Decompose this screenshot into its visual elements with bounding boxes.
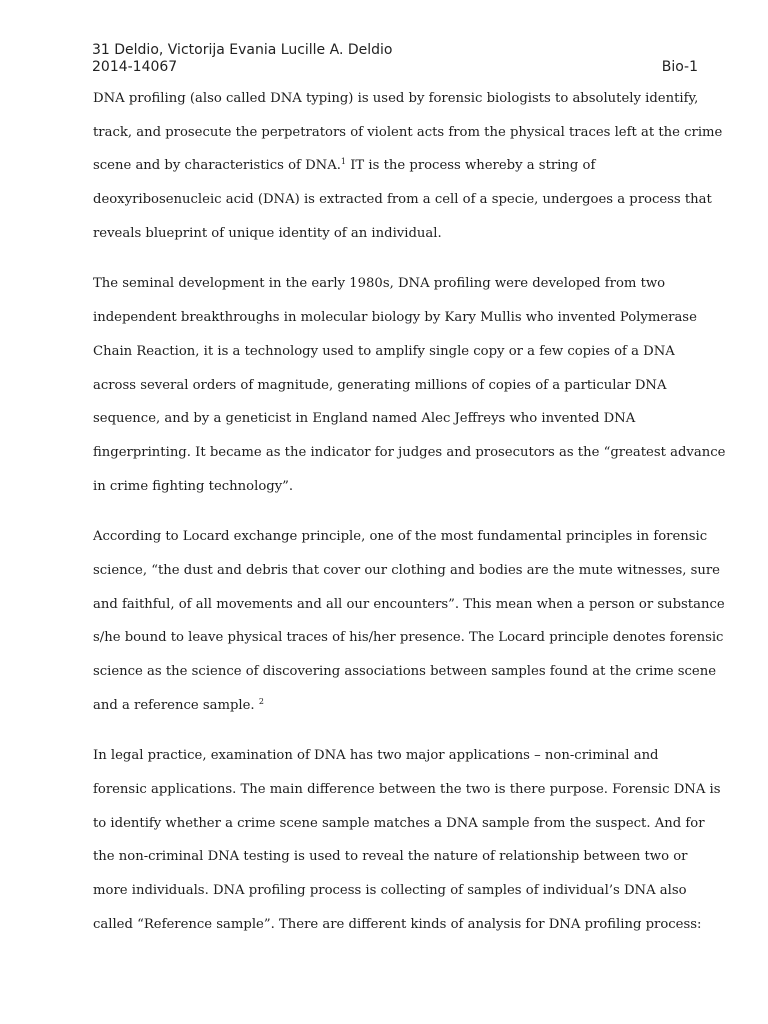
text-line: in crime fighting technology”. xyxy=(93,478,294,494)
text-line: sequence, and by a geneticist in England named Alec Jeffreys who invented DNA xyxy=(93,411,636,427)
paragraph-2 xyxy=(93,267,726,503)
text-line: s/he bound to leave physical traces of his/her presence. The Locard principle denotes forensic xyxy=(93,630,724,646)
text-line: and faithful, of all movements and all our encounters”. This mean when a person or substance xyxy=(93,596,725,612)
text-line-with-footnote xyxy=(93,689,673,723)
footnote-ref-2: 2 xyxy=(258,696,264,706)
text-line: forensic applications. The main difference between the two is there purpose. Forensic DNA is xyxy=(93,782,721,798)
paragraph-1 xyxy=(93,82,723,250)
text-line: independent breakthroughs in molecular biology by Kary Mullis who invented Polymerase xyxy=(93,310,697,326)
text-line: called “Reference sample”. There are different kinds of analysis for DNA profiling process: xyxy=(93,916,702,932)
text-line: to identify whether a crime scene sample matches a DNA sample from the suspect. And for xyxy=(93,815,705,831)
text-line: track, and prosecute the perpetrators of violent acts from the physical traces left at the crime xyxy=(93,124,723,140)
text-fragment: and a reference sample. xyxy=(93,697,259,713)
page-header xyxy=(92,42,698,76)
text-line: The seminal development in the early 1980s, DNA profiling were developed from two xyxy=(93,276,666,292)
header-row-1 xyxy=(92,42,698,59)
header-row-2 xyxy=(92,59,698,76)
author-line: 31 Deldio, Victorija Evania Lucille A. Deldio xyxy=(92,42,393,58)
text-line: across several orders of magnitude, generating millions of copies of a particular DNA xyxy=(93,377,667,393)
footnote-ref-1: 1 xyxy=(340,157,347,167)
text-line: more individuals. DNA profiling process is collecting of samples of individual’s DNA also xyxy=(93,883,687,899)
text-line: reveals blueprint of unique identity of an individual. xyxy=(93,225,442,241)
text-line: science as the science of discovering associations between samples found at the crime scene xyxy=(93,664,717,679)
text-line: science, “the dust and debris that cover our clothing and bodies are the mute witnesses, sure xyxy=(93,562,720,578)
document-body xyxy=(93,82,726,959)
paragraph-3 xyxy=(93,520,725,722)
text-line: DNA profiling (also called DNA typing) is used by forensic biologists to absolutely identify, xyxy=(93,91,699,106)
text-line: Chain Reaction, it is a technology used to amplify single copy or a few copies of a DNA xyxy=(93,343,675,359)
text-fragment: IT is the process whereby a string of xyxy=(346,158,596,174)
course-code: Bio-1 xyxy=(661,59,698,75)
text-fragment: scene and by characteristics of DNA. xyxy=(93,158,341,174)
text-line: According to Locard exchange principle, one of the most fundamental principles in forensic xyxy=(93,529,708,545)
text-line: In legal practice, examination of DNA has two major applications – non-criminal and xyxy=(93,748,659,764)
text-line: fingerprinting. It became as the indicator for judges and prosecutors as the “greatest advance xyxy=(93,444,726,460)
text-line-with-footnote xyxy=(93,149,673,183)
paragraph-4 xyxy=(93,739,721,941)
student-id: 2014-14067 xyxy=(92,59,178,75)
text-line: the non-criminal DNA testing is used to reveal the nature of relationship between two or xyxy=(93,849,688,865)
text-line: deoxyribosenucleic acid (DNA) is extracted from a cell of a specie, undergoes a process that xyxy=(93,192,712,208)
